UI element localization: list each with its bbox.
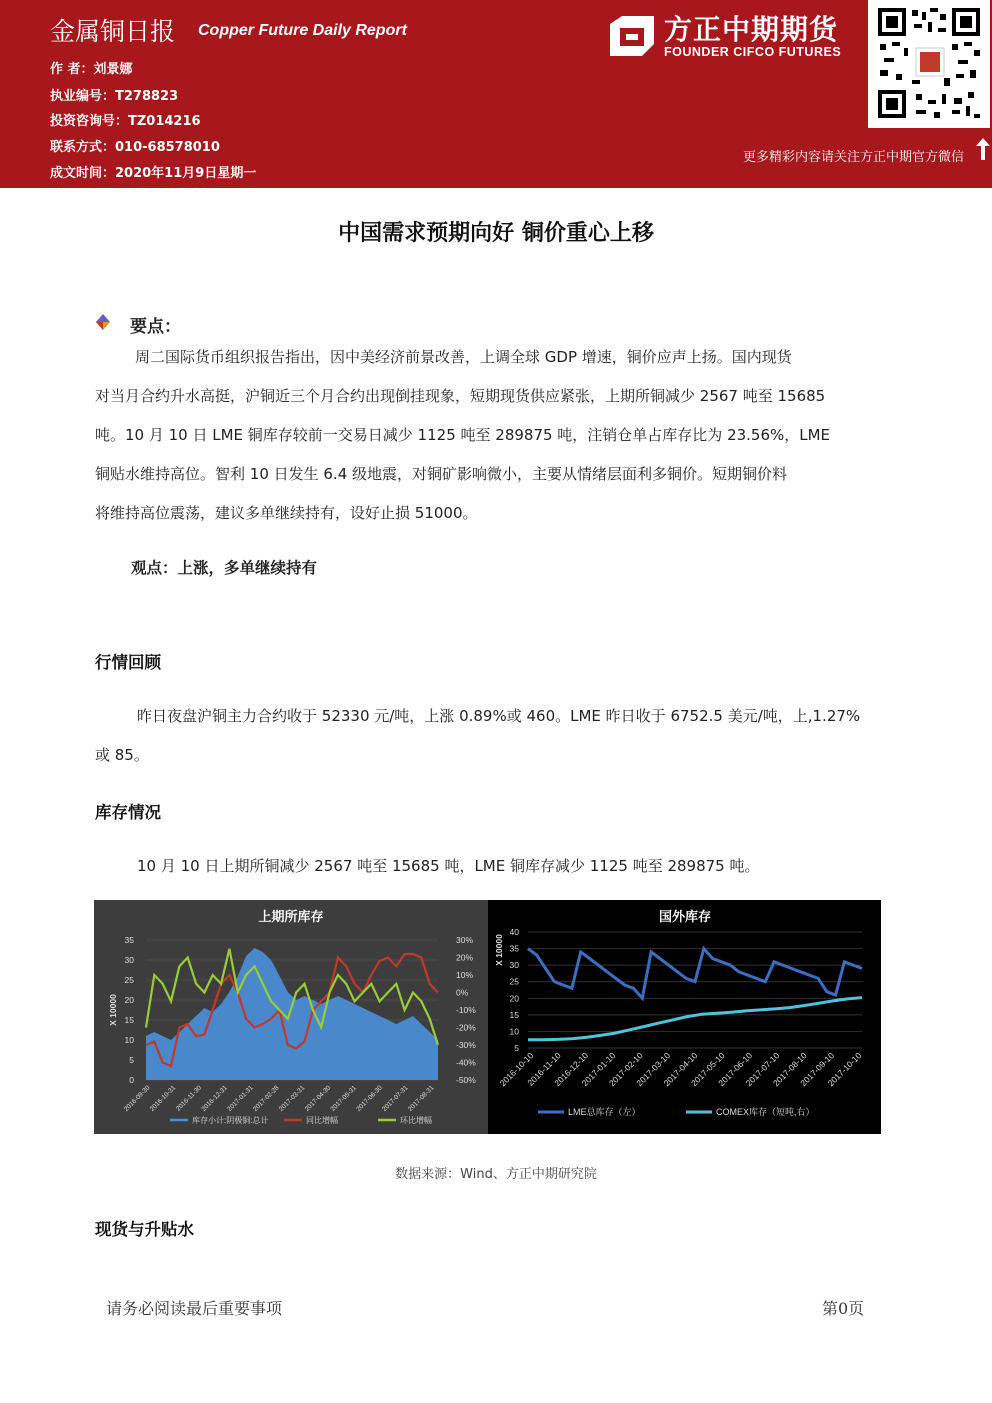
- follow-wechat-text: 更多精彩内容请关注方正中期官方微信: [742, 150, 964, 165]
- key-points-line: 将维持高位震荡，建议多单继续持有，设好止损 51000。: [95, 504, 478, 522]
- y-axis-label: X 10000: [494, 934, 504, 966]
- x-tick-label: 2017-04-30: [303, 1084, 333, 1113]
- x-tick-label: 2016-12-10: [552, 1050, 591, 1089]
- page-number: 第0页: [822, 1299, 865, 1318]
- y-tick-label: 10: [509, 1026, 519, 1037]
- consult-line: 投资咨询号：TZ014216: [50, 114, 201, 129]
- x-tick-label: 2016-10-31: [148, 1084, 178, 1113]
- legend-label: 环比增幅: [400, 1116, 432, 1125]
- qr-code-icon: [868, 0, 990, 128]
- contact-line: 联系方式：010-68578010: [50, 140, 220, 155]
- y-tick-label: 35: [124, 935, 134, 945]
- y-tick-label: 0: [129, 1075, 134, 1085]
- market-review-line: 或 85。: [95, 746, 149, 764]
- y2-tick-label: -50%: [456, 1075, 476, 1085]
- footer-disclaimer: 请务必阅读最后重要事项: [106, 1299, 283, 1318]
- y-tick-label: 20: [509, 993, 519, 1004]
- document-title: 中国需求预期向好 铜价重心上移: [338, 221, 654, 246]
- report-header: [0, 0, 992, 188]
- x-tick-label: 2016-10-10: [497, 1050, 536, 1089]
- y-tick-label: 25: [124, 975, 134, 985]
- y2-tick-label: 10%: [456, 970, 474, 980]
- inventory-line: 10 月 10 日上期所铜减少 2567 吨至 15685 吨，LME 铜库存减少 1125 吨至 289875 吨。: [137, 857, 760, 875]
- shfe-inventory-chart: [94, 900, 488, 1134]
- x-tick-label: 2017-07-31: [381, 1084, 410, 1113]
- date-line: 成文时间：2020年11月9日星期一: [50, 166, 257, 181]
- section-market-review: 行情回顾: [95, 653, 161, 672]
- report-title: 金属铜日报: [50, 17, 176, 46]
- diamond-bullet-icon: [96, 314, 110, 330]
- legend-label: 库存小计:阴极铜:总计: [192, 1116, 269, 1125]
- x-tick-label: 2017-09-10: [798, 1050, 837, 1089]
- x-tick-label: 2017-05-31: [329, 1084, 358, 1113]
- section-inventory: 库存情况: [95, 803, 161, 822]
- y-tick-label: 15: [124, 1015, 134, 1025]
- x-tick-label: 2016-11-10: [525, 1050, 563, 1088]
- x-tick-label: 2016-11-30: [174, 1084, 204, 1113]
- view-statement: 观点：上涨，多单继续持有: [131, 559, 318, 577]
- x-tick-label: 2017-02-10: [606, 1050, 645, 1089]
- y-tick-label: 5: [514, 1043, 519, 1053]
- y-tick-label: 30: [124, 955, 134, 965]
- x-tick-label: 2017-07-10: [743, 1050, 782, 1089]
- y2-tick-label: -10%: [456, 1005, 476, 1015]
- x-tick-label: 2017-08-10: [770, 1050, 809, 1089]
- y2-tick-label: 20%: [456, 952, 474, 963]
- x-tick-label: 2016-12-31: [200, 1084, 229, 1113]
- x-tick-label: 2017-06-30: [355, 1084, 384, 1113]
- y2-tick-label: -40%: [456, 1057, 476, 1068]
- y2-tick-label: 0%: [456, 987, 469, 998]
- y-tick-label: 40: [509, 927, 519, 937]
- key-points-line: 吨。10 月 10 日 LME 铜库存较前一交易日减少 1125 吨至 289875 吨，注销仓单占库存比为 23.56%，LME: [95, 426, 831, 444]
- key-points-line: 周二国际货币组织报告指出，因中美经济前景改善，上调全球 GDP 增速，铜价应声上扬。国内现货: [135, 348, 792, 366]
- key-points-label: 要点：: [130, 317, 181, 337]
- overseas-inventory-chart: [488, 900, 881, 1134]
- brand-name-cn: 方正中期期货: [664, 13, 839, 46]
- x-tick-label: 2017-01-31: [226, 1084, 255, 1113]
- arrow-up-icon: [976, 138, 990, 160]
- x-tick-label: 2017-02-28: [252, 1084, 281, 1113]
- legend-label: COMEX库存（短吨,右）: [716, 1107, 815, 1117]
- series-area-inventory: [146, 948, 438, 1080]
- y-axis-label: X 10000: [108, 994, 118, 1026]
- series-line-lme: [528, 949, 862, 999]
- chart-title: 国外库存: [658, 909, 712, 924]
- x-tick-label: 2017-05-10: [688, 1050, 727, 1089]
- x-tick-label: 2017-03-31: [277, 1084, 307, 1113]
- y2-tick-label: 30%: [456, 935, 474, 945]
- y-tick-label: 5: [129, 1055, 134, 1065]
- y-tick-label: 20: [124, 995, 134, 1005]
- x-tick-label: 2017-06-10: [716, 1050, 755, 1089]
- brand-name-en: FOUNDER CIFCO FUTURES: [664, 45, 842, 59]
- legend-label: LME总库存（左）: [568, 1107, 641, 1117]
- data-source: 数据来源：Wind、方正中期研究院: [395, 1167, 597, 1182]
- x-tick-label: 2016-09-30: [122, 1084, 152, 1113]
- x-tick-label: 2017-08-31: [406, 1084, 436, 1113]
- key-points-line: 铜贴水维持高位。智利 10 日发生 6.4 级地震，对铜矿影响微小，主要从情绪层面利多铜价。短期铜价料: [95, 465, 788, 483]
- section-spot-premium: 现货与升贴水: [95, 1220, 194, 1239]
- author-line: 作 者：刘景娜: [50, 62, 133, 77]
- y-tick-label: 35: [509, 943, 519, 954]
- y-tick-label: 25: [509, 976, 519, 987]
- legend-label: 同比增幅: [306, 1116, 338, 1125]
- y-tick-label: 10: [124, 1035, 134, 1045]
- market-review-line: 昨日夜盘沪铜主力合约收于 52330 元/吨，上涨 0.89%或 460。LME 昨日收于 6752.5 美元/吨，上,1.27%: [137, 707, 861, 725]
- y-tick-label: 30: [509, 960, 519, 971]
- founder-logo-icon: [608, 14, 656, 58]
- y-tick-label: 15: [509, 1009, 519, 1020]
- key-points-line: 对当月合约升水高挺，沪铜近三个月合约出现倒挂现象，短期现货供应紧张，上期所铜减少 2567 吨至 15685: [95, 387, 826, 405]
- report-subtitle: Copper Future Daily Report: [198, 22, 407, 39]
- x-tick-label: 2017-10-10: [825, 1050, 864, 1089]
- series-line-comex: [528, 998, 862, 1040]
- x-tick-label: 2017-04-10: [661, 1050, 700, 1089]
- y2-tick-label: -20%: [456, 1022, 476, 1033]
- chart-title: 上期所库存: [258, 909, 324, 924]
- license-line: 执业编号：T278823: [50, 89, 179, 104]
- x-tick-label: 2017-01-10: [579, 1050, 618, 1089]
- y2-tick-label: -30%: [456, 1040, 476, 1050]
- x-tick-label: 2017-03-10: [634, 1050, 673, 1089]
